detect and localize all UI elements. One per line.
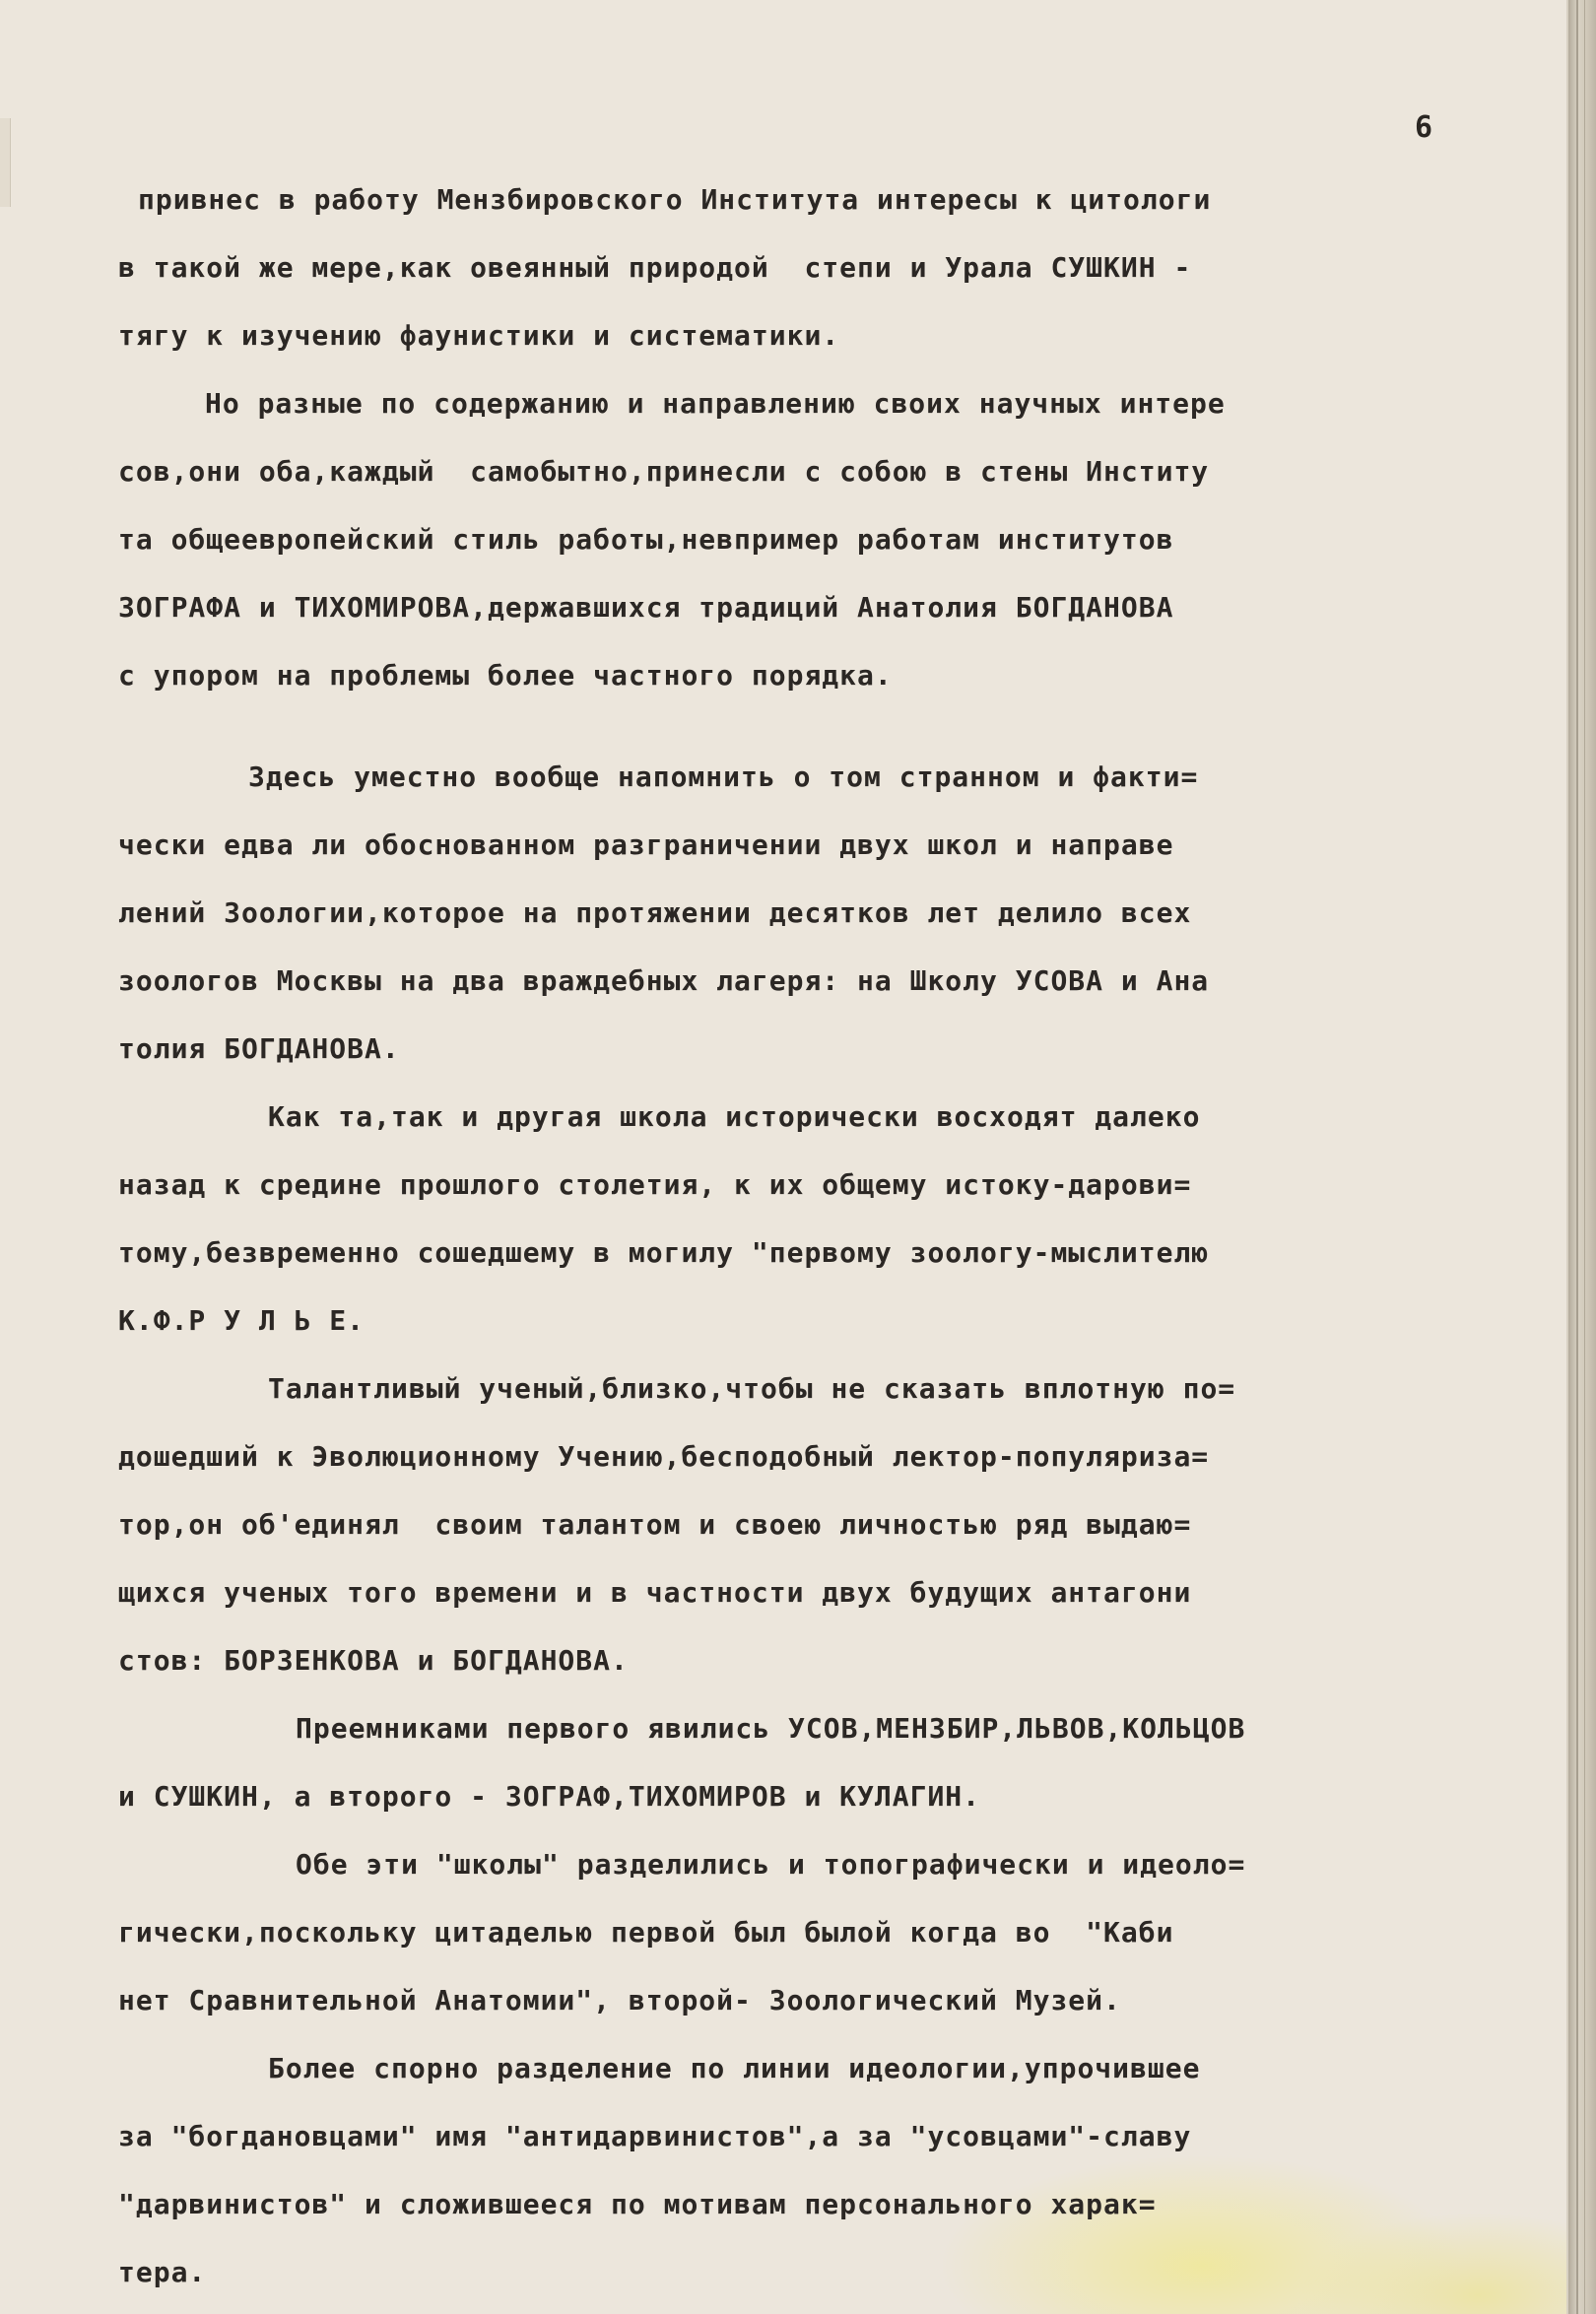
- text-line: та общеевропейский стиль работы,невпример работам институтов: [118, 523, 1174, 556]
- text-line: толия БОГДАНОВА.: [118, 1032, 400, 1065]
- text-line: назад к средине прошлого столетия, к их общему истоку-дарови=: [118, 1168, 1192, 1201]
- text-line: с упором на проблемы более частного порядка.: [118, 659, 893, 692]
- text-line: щихся ученых того времени и в частности двух будущих антагони: [118, 1576, 1192, 1609]
- text-line: гически,поскольку цитаделью первой был былой когда во "Каби: [118, 1916, 1174, 1949]
- text-line: Преемниками первого явились УСОВ,МЕНЗБИР,ЛЬВОВ,КОЛЬЦОВ: [296, 1712, 1246, 1745]
- text-line: Но разные по содержанию и направлению своих научных интере: [205, 387, 1226, 420]
- text-line: дошедший к Эволюционному Учению,бесподобный лектор-популяриза=: [118, 1440, 1210, 1473]
- text-line: за "богдановцами" имя "антидарвинистов",а за "усовцами"-славу: [118, 2120, 1192, 2152]
- text-line: Здесь уместно вообще напомнить о том странном и факти=: [248, 760, 1199, 793]
- text-line: стов: БОРЗЕНКОВА и БОГДАНОВА.: [118, 1644, 629, 1677]
- text-line: и СУШКИН, а второго - ЗОГРАФ,ТИХОМИРОВ и КУЛАГИН.: [118, 1780, 981, 1813]
- text-line: тому,безвременно сошедшему в могилу "первому зоологу-мыслителю: [118, 1236, 1210, 1269]
- text-line: зоологов Москвы на два враждебных лагеря: на Школу УСОВА и Ана: [118, 964, 1210, 997]
- text-line: Талантливый ученый,близко,чтобы не сказать вплотную по=: [268, 1372, 1236, 1405]
- text-line: "дарвинистов" и сложившееся по мотивам персонального харак=: [118, 2188, 1157, 2220]
- text-line: сов,они оба,каждый самобытно,принесли с собою в стены Институ: [118, 455, 1210, 488]
- text-line: Как та,так и другая школа исторически восходят далеко: [268, 1100, 1201, 1133]
- text-line: чески едва ли обоснованном разграничении двух школ и направе: [118, 828, 1174, 861]
- text-line: Более спорно разделение по линии идеологии,упрочившее: [268, 2052, 1201, 2084]
- text-line: лений Зоологии,которое на протяжении десятков лет делило всех: [118, 896, 1192, 929]
- page-tab: [0, 118, 11, 207]
- text-line: Обе эти "школы" разделились и топографически и идеоло=: [296, 1848, 1246, 1881]
- text-line: тягу к изучению фаунистики и систематики.: [118, 319, 840, 352]
- page-number: 6: [1415, 110, 1433, 145]
- paragraph-gap: [110, 709, 1470, 743]
- text-line: привнес в работу Мензбировского Института интересы к цитологи: [138, 183, 1212, 216]
- typed-text-body: [110, 165, 1470, 2306]
- text-line: ЗОГРАФА и ТИХОМИРОВА,державшихся традиций Анатолия БОГДАНОВА: [118, 591, 1174, 624]
- text-line: К.Ф.Р У Л Ь Е.: [118, 1304, 366, 1337]
- text-line: в такой же мере,как овеянный природой степи и Урала СУШКИН -: [118, 251, 1192, 284]
- text-line: тор,он об'единял своим талантом и своею личностью ряд выдаю=: [118, 1508, 1192, 1541]
- page-edge: [1568, 0, 1596, 2314]
- text-line: тера.: [118, 2256, 207, 2288]
- text-line: нет Сравнительной Анатомии", второй- Зоологический Музей.: [118, 1984, 1121, 2016]
